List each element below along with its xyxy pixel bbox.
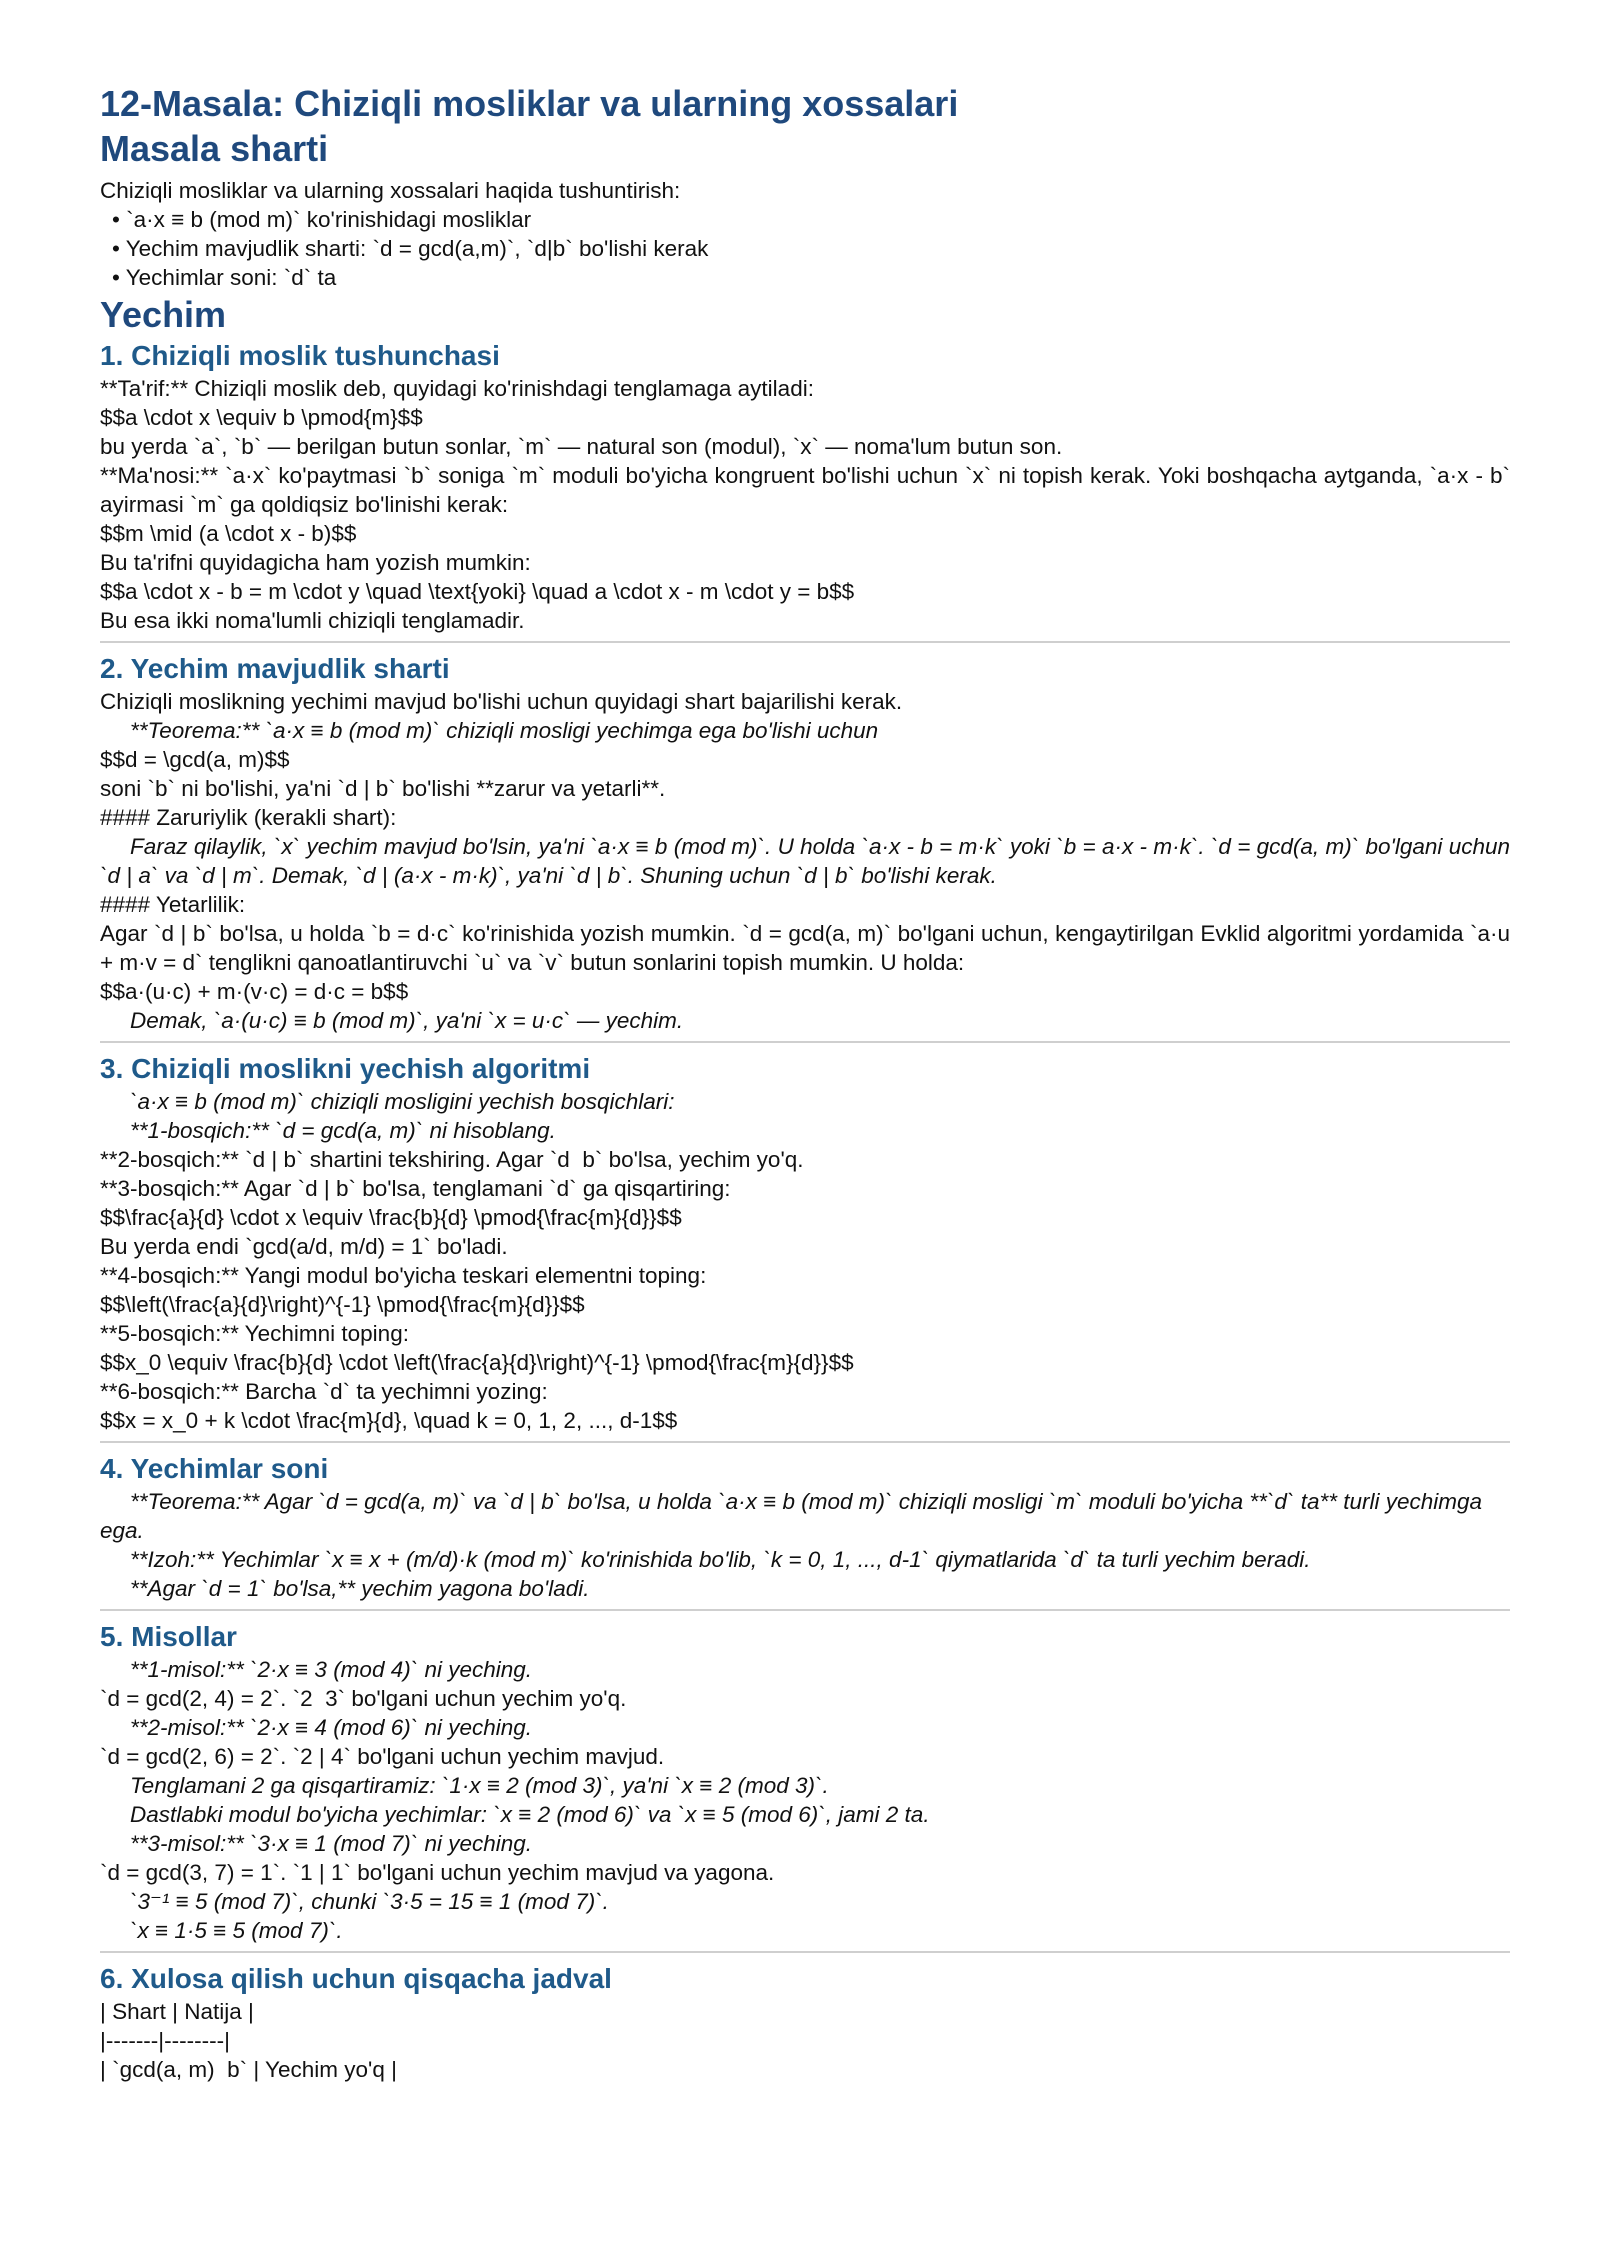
section-divider — [100, 641, 1510, 643]
formula-line: $$m \mid (a \cdot x - b)$$ — [100, 521, 357, 546]
section-heading: 2. Yechim mavjudlik sharti — [100, 653, 450, 684]
problem-bullet: • `a·x ≡ b (mod m)` ko'rinishidagi mosliklar — [112, 207, 532, 232]
example-line: `d = gcd(2, 6) = 2`. `2 | 4` bo'lgani uchun yechim mavjud. — [100, 1744, 665, 1769]
step-line: **5-bosqich:** Yechimni toping: — [100, 1321, 409, 1346]
step-line: **1-bosqich:** `d = gcd(a, m)` ni hisoblang. — [130, 1118, 556, 1143]
step-line: **4-bosqich:** Yangi modul bo'yicha teskari elementni toping: — [100, 1263, 707, 1288]
step-line: **6-bosqich:** Barcha `d` ta yechimni yozing: — [100, 1379, 548, 1404]
section-heading: 1. Chiziqli moslik tushunchasi — [100, 340, 500, 371]
sufficiency-paragraph: Agar `d | b` bo'lsa, u holda `b = d·c` ko'rinishida yozish mumkin. `d = gcd(a, m)` bo'lgani uchun, kengaytirilgan Evklid algoritmi yordamida `a·u + m·v = d` tenglikni qanoatlantiruvchi `u` va `v` butun sonlarini topish mumkin. U holda: — [100, 921, 1517, 975]
text-line: **Ta'rif:** Chiziqli moslik deb, quyidagi ko'rinishdagi tenglamaga aytiladi: — [100, 376, 814, 401]
example-line: `d = gcd(2, 4) = 2`. `2 3` bo'lgani uchun yechim yo'q. — [100, 1686, 627, 1711]
text-line: soni `b` ni bo'lishi, ya'ni `d | b` bo'lishi **zarur va yetarli**. — [100, 776, 666, 801]
formula-line: $$a·(u·c) + m·(v·c) = d·c = b$$ — [100, 979, 409, 1004]
example-line: Tenglamani 2 ga qisqartiramiz: `1·x ≡ 2 (mod 3)`, ya'ni `x ≡ 2 (mod 3)`. — [130, 1773, 829, 1798]
example-line: **1-misol:** `2·x ≡ 3 (mod 4)` ni yeching. — [130, 1657, 533, 1682]
note-line: **Agar `d = 1` bo'lsa,** yechim yagona bo'ladi. — [130, 1576, 590, 1601]
conclusion-line: Demak, `a·(u·c) ≡ b (mod m)`, ya'ni `x = u·c` — yechim. — [130, 1008, 684, 1033]
section-divider — [100, 1041, 1510, 1043]
formula-line: $$x = x_0 + k \cdot \frac{m}{d}, \quad k = 0, 1, 2, ..., d-1$$ — [100, 1408, 678, 1433]
section-divider — [100, 1609, 1510, 1611]
table-line: | `gcd(a, m) b` | Yechim yo'q | — [100, 2057, 397, 2082]
problem-intro: Chiziqli mosliklar va ularning xossalari haqida tushuntirish: — [100, 178, 681, 203]
section-heading: 4. Yechimlar soni — [100, 1453, 329, 1484]
example-line: Dastlabki modul bo'yicha yechimlar: `x ≡ 2 (mod 6)` va `x ≡ 5 (mod 6)`, jami 2 ta. — [130, 1802, 930, 1827]
text-line: Bu esa ikki noma'lumli chiziqli tenglamadir. — [100, 608, 525, 633]
example-line: `x ≡ 1·5 ≡ 5 (mod 7)`. — [130, 1918, 343, 1943]
section-divider — [100, 1441, 1510, 1443]
section-heading: 6. Xulosa qilish uchun qisqacha jadval — [100, 1963, 612, 1994]
formula-line: $$x_0 \equiv \frac{b}{d} \cdot \left(\frac{a}{d}\right)^{-1} \pmod{\frac{m}{d}}$$ — [100, 1350, 854, 1375]
paragraph: **Ma'nosi:** `a·x` ko'paytmasi `b` soniga `m` moduli bo'yicha kongruent bo'lishi uchun `x` ni topish kerak. Yoki boshqacha aytganda, `a·x - b` ayirmasi `m` ga qoldiqsiz bo'linishi kerak: — [100, 463, 1517, 517]
section-divider — [100, 1951, 1510, 1953]
solution-heading: Yechim — [100, 294, 227, 335]
subheading-line: #### Yetarlilik: — [100, 892, 246, 917]
formula-line: $$d = \gcd(a, m)$$ — [100, 747, 290, 772]
example-line: **2-misol:** `2·x ≡ 4 (mod 6)` ni yeching. — [130, 1715, 533, 1740]
document-title: 12-Masala: Chiziqli mosliklar va ularning xossalari — [100, 83, 959, 124]
table-line: | Shart | Natija | — [100, 1999, 254, 2024]
text-line: `a·x ≡ b (mod m)` chiziqli mosligini yechish bosqichlari: — [130, 1089, 675, 1114]
section-heading: 3. Chiziqli moslikni yechish algoritmi — [100, 1053, 591, 1084]
section-heading: 5. Misollar — [100, 1621, 237, 1652]
problem-heading: Masala sharti — [100, 128, 329, 169]
formula-line: $$\left(\frac{a}{d}\right)^{-1} \pmod{\frac{m}{d}}$$ — [100, 1292, 585, 1317]
note-line: **Izoh:** Yechimlar `x ≡ x + (m/d)·k (mod m)` ko'rinishida bo'lib, `k = 0, 1, ..., d-1` qiymatlarida `d` ta turli yechim beradi. — [130, 1547, 1311, 1572]
text-line: Bu ta'rifni quyidagicha ham yozish mumkin: — [100, 550, 531, 575]
formula-line: $$a \cdot x \equiv b \pmod{m}$$ — [100, 405, 423, 430]
formula-line: $$\frac{a}{d} \cdot x \equiv \frac{b}{d} \pmod{\frac{m}{d}}$$ — [100, 1205, 682, 1230]
example-line: **3-misol:** `3·x ≡ 1 (mod 7)` ni yeching. — [130, 1831, 533, 1856]
text-line: Chiziqli moslikning yechimi mavjud bo'lishi uchun quyidagi shart bajarilishi kerak. — [100, 689, 903, 714]
subheading-line: #### Zaruriylik (kerakli shart): — [100, 805, 397, 830]
problem-bullet: • Yechimlar soni: `d` ta — [112, 265, 337, 290]
necessity-paragraph: Faraz qilaylik, `x` yechim mavjud bo'lsin, ya'ni `a·x ≡ b (mod m)`. U holda `a·x - b = m·k` yoki `b = a·x - m·k`. `d = gcd(a, m)` bo'lgani uchun `d | a` va `d | m`. Demak, `d | (a·x - m·k)`, ya'ni `d | b`. Shuning uchun `d | b` bo'lishi kerak. — [100, 834, 1517, 888]
theorem-line: **Teorema:** `a·x ≡ b (mod m)` chiziqli mosligi yechimga ega bo'lishi uchun — [130, 718, 879, 743]
document-page — [100, 82, 1517, 2084]
table-line: |-------|--------| — [100, 2028, 230, 2053]
text-line: bu yerda `a`, `b` — berilgan butun sonlar, `m` — natural son (modul), `x` — noma'lum butun son. — [100, 434, 1063, 459]
example-line: `3⁻¹ ≡ 5 (mod 7)`, chunki `3·5 = 15 ≡ 1 (mod 7)`. — [130, 1889, 609, 1914]
formula-line: $$a \cdot x - b = m \cdot y \quad \text{yoki} \quad a \cdot x - m \cdot y = b$$ — [100, 579, 855, 604]
problem-bullet: • Yechim mavjudlik sharti: `d = gcd(a,m)`, `d|b` bo'lishi kerak — [112, 236, 709, 261]
text-line: Bu yerda endi `gcd(a/d, m/d) = 1` bo'ladi. — [100, 1234, 508, 1259]
theorem-paragraph: **Teorema:** Agar `d = gcd(a, m)` va `d | b` bo'lsa, u holda `a·x ≡ b (mod m)` chiziqli mosligi `m` moduli bo'yicha **`d` ta** turli yechimga ega. — [100, 1489, 1489, 1543]
step-line: **3-bosqich:** Agar `d | b` bo'lsa, tenglamani `d` ga qisqartiring: — [100, 1176, 731, 1201]
example-line: `d = gcd(3, 7) = 1`. `1 | 1` bo'lgani uchun yechim mavjud va yagona. — [100, 1860, 775, 1885]
step-line: **2-bosqich:** `d | b` shartini tekshiring. Agar `d b` bo'lsa, yechim yo'q. — [100, 1147, 804, 1172]
